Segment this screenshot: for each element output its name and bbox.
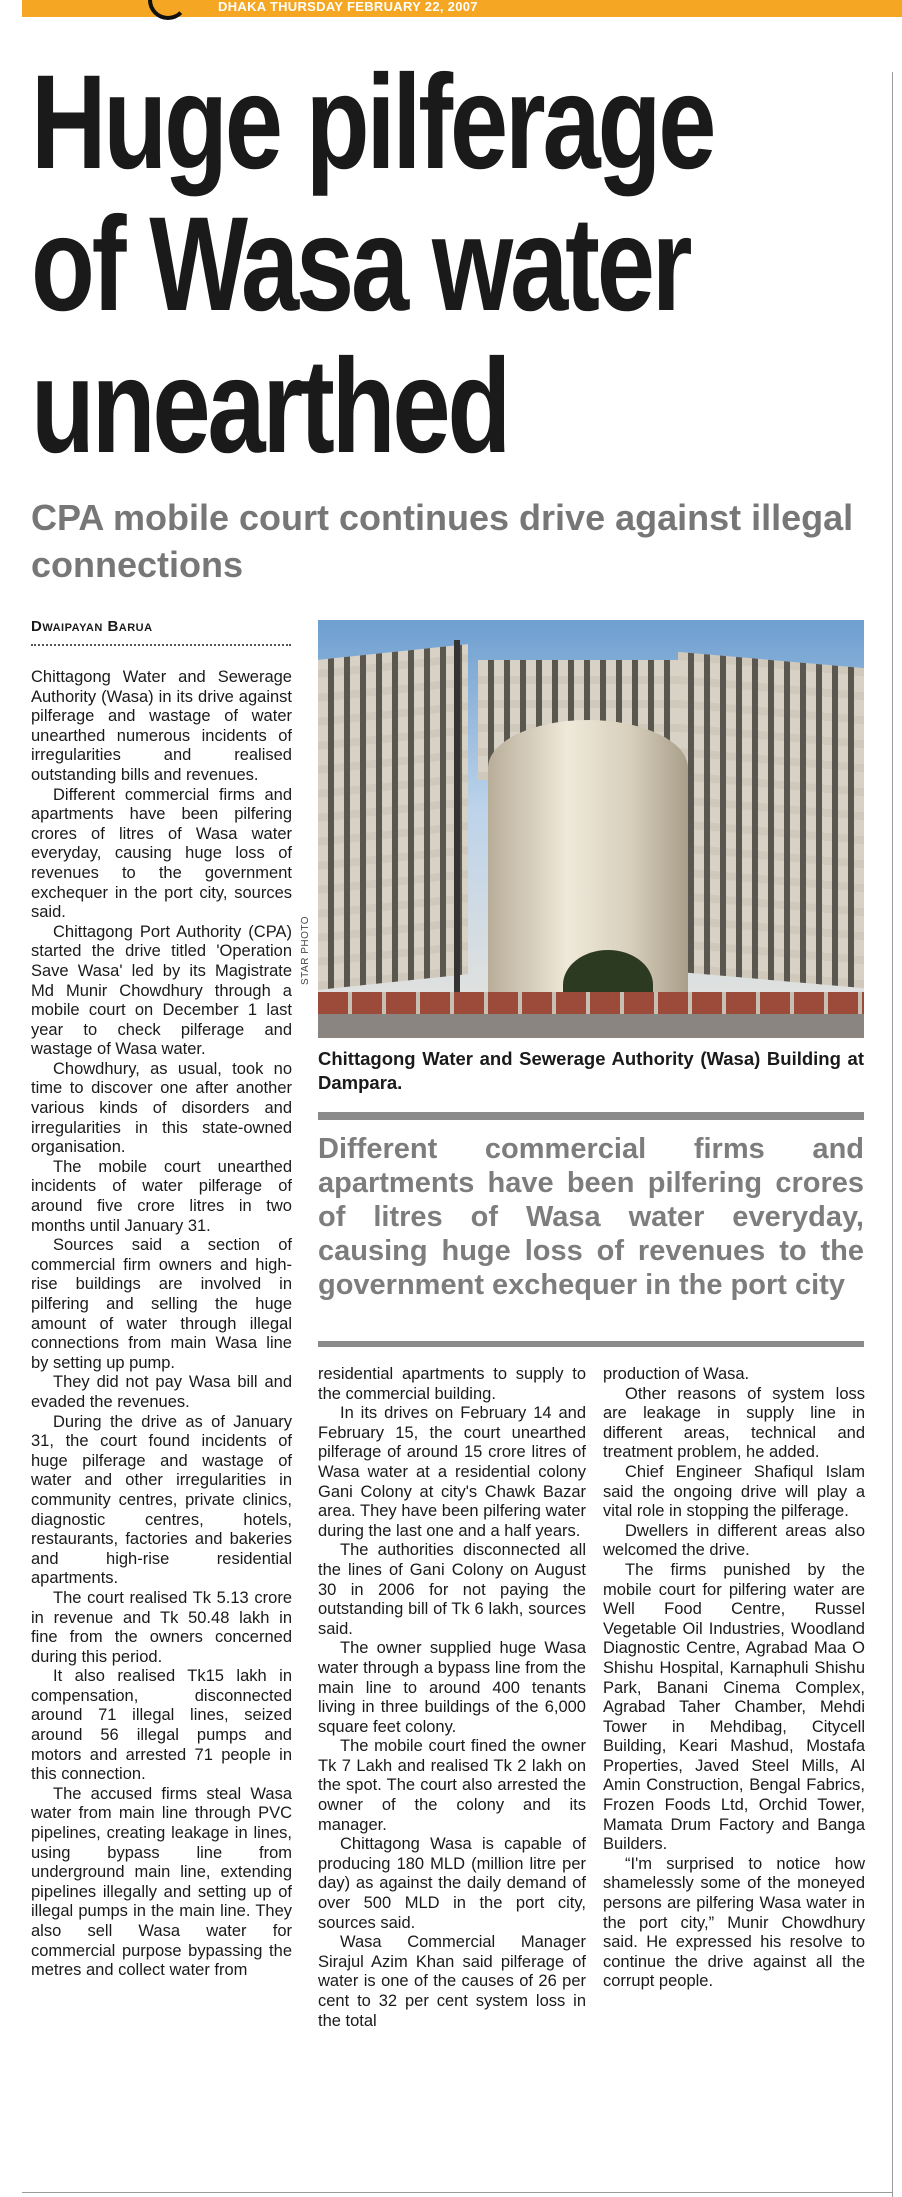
paragraph: In its drives on February 14 and February 15, the court unearthed pilferage of around 15 crore litres of Wasa water at a residential colony Gani Colony at city's Chawk Bazar area. They have been pilfering water during the last one and a half years. (318, 1404, 586, 1540)
article-column-2 (318, 1365, 586, 2031)
bottom-rule (22, 2192, 892, 2193)
paragraph: During the drive as of January 31, the court found incidents of huge pilferage and wastage of water and other irregularities in community centres, private clinics, diagnostic centres, hotels, restaurants, factories and bakeries and high-rise residential apartments. (31, 1412, 292, 1588)
paragraph: It also realised Tk15 lakh in compensation, disconnected around 71 illegal lines, seized around 56 illegal pumps and motors and arrested 71 people in this connection. (31, 1667, 292, 1784)
paragraph: The authorities disconnected all the lines of Gani Colony on August 30 in 2006 for not paying the outstanding bill of Tk 6 lakh, sources said. (318, 1541, 586, 1638)
paragraph: production of Wasa. (603, 1365, 750, 1383)
newspaper-logo-fragment (148, 0, 188, 20)
byline-divider (31, 636, 291, 646)
paragraph: “I'm surprised to notice how shamelessly some of the moneyed persons are pilfering Wasa water in the port city,” Munir Chowdhury said. He expressed his resolve to continue the drive against all the corrupt people. (603, 1854, 865, 1991)
paragraph: The owner supplied huge Wasa water through a bypass line from the main line to around 400 tenants living in three buildings of the 6,000 square feet colony. (318, 1639, 586, 1736)
photo-caption: Chittagong Water and Sewerage Authority (Wasa) Building at Dampara. (318, 1048, 864, 1093)
pull-quote: Different commercial firms and apartments have been pilfering crores of litres of Wasa water everyday, causing huge loss of revenues to the government exchequer in the port city (318, 1133, 864, 1301)
article-column-1 (31, 668, 292, 1981)
paragraph: Other reasons of system loss are leakage in supply line in different areas, technical and treatment problem, he added. (603, 1384, 865, 1462)
paragraph: Wasa Commercial Manager Sirajul Azim Khan said pilferage of water is one of the causes of 26 per cent to 32 per cent system loss in the total (318, 1933, 586, 2030)
headline-line: unearthed (31, 332, 509, 481)
photo-building-right (678, 652, 864, 988)
article-column-3 (603, 1365, 865, 1992)
headline (31, 48, 889, 481)
dateline: DHAKA THURSDAY FEBRUARY 22, 2007 (218, 0, 478, 14)
byline: Dwaipayan Barua (31, 618, 153, 635)
photo-brick-wall (318, 992, 864, 1014)
paragraph: The firms punished by the mobile court for pilfering water are Well Food Centre, Russel Vegetable Oil Industries, Woodland Diagnostic Centre, Agrabad Maa O Shishu Hospital, Karnaphuli Shishu Park, Banani Cinema Complex, Agrabad Taher Chamber, Mehdi Tower in Mehdibag, Citycell Building, Keari Mashud, Mostafa Properties, Javed Steel Mills, Al Amin Construction, Bengal Fabrics, Frozen Foods Ltd, Orchid Tower, Mamata Drum Factory and Banga Builders. (603, 1560, 865, 1854)
headline-line: of Wasa water (31, 190, 690, 339)
paragraph: residential apartments to supply to the commercial building. (318, 1365, 586, 1403)
subheadline: CPA mobile court continues drive against illegal connections (31, 497, 854, 585)
paragraph: They did not pay Wasa bill and evaded the revenues. (31, 1373, 292, 1411)
column-divider (892, 72, 893, 2197)
paragraph: The court realised Tk 5.13 crore in revenue and Tk 50.48 lakh in fine from the owners concerned during this period. (31, 1588, 292, 1666)
paragraph: Different commercial firms and apartments have been pilfering crores of litres of Wasa water everyday, causing huge loss of revenues to the government exchequer in the port city, sources said. (31, 785, 292, 922)
photo-road (318, 1014, 864, 1038)
wasa-building-photo (318, 620, 864, 1038)
photo-pole (454, 640, 460, 1020)
pull-quote-rule-bottom (318, 1341, 864, 1347)
pull-quote-rule-top (318, 1112, 864, 1120)
paragraph: Dwellers in different areas also welcomed the drive. (603, 1521, 865, 1560)
paragraph: Chowdhury, as usual, took no time to discover one after another various kinds of disorders and irregularities in this state-owned organisation. (31, 1059, 292, 1157)
paragraph: Chittagong Wasa is capable of producing 180 MLD (million litre per day) as against the daily demand of over 500 MLD in the port city, sources said. (318, 1835, 586, 1932)
paragraph: Chittagong Port Authority (CPA) started the drive titled 'Operation Save Wasa' led by its Magistrate Md Munir Chowdhury through a mobile court on December 1 last year to check pilferage and wastage of Wasa water. (31, 922, 292, 1059)
paragraph: The mobile court unearthed incidents of water pilferage of around five crore litres in two months until January 31. (31, 1157, 292, 1235)
paragraph: Sources said a section of commercial firm owners and high-rise buildings are involved in pilfering and selling the huge amount of water through illegal connections from main Wasa line by setting up pump. (31, 1236, 292, 1372)
paragraph: Chief Engineer Shafiqul Islam said the ongoing drive will play a vital role in stopping the pilferage. (603, 1462, 865, 1521)
photo-credit: STAR PHOTO (300, 915, 311, 985)
paragraph: The mobile court fined the owner Tk 7 Lakh and realised Tk 2 lakh on the spot. The court also arrested the owner of the colony and its manager. (318, 1737, 586, 1834)
paragraph: The accused firms steal Wasa water from main line through PVC pipelines, creating leakage in lines, using bypass line from underground main line, extending pipelines illegally and setting up of illegal pumps in the main line. They also sell Wasa water for commercial purpose bypassing the metres and collect water from (31, 1784, 292, 1980)
headline-line: Huge pilferage (31, 48, 714, 197)
photo-building-left (318, 644, 468, 990)
paragraph: Chittagong Water and Sewerage Authority (Wasa) in its drive against pilferage and wastage of water unearthed numerous incidents of irregularities and realised outstanding bills and revenues. (31, 668, 292, 784)
